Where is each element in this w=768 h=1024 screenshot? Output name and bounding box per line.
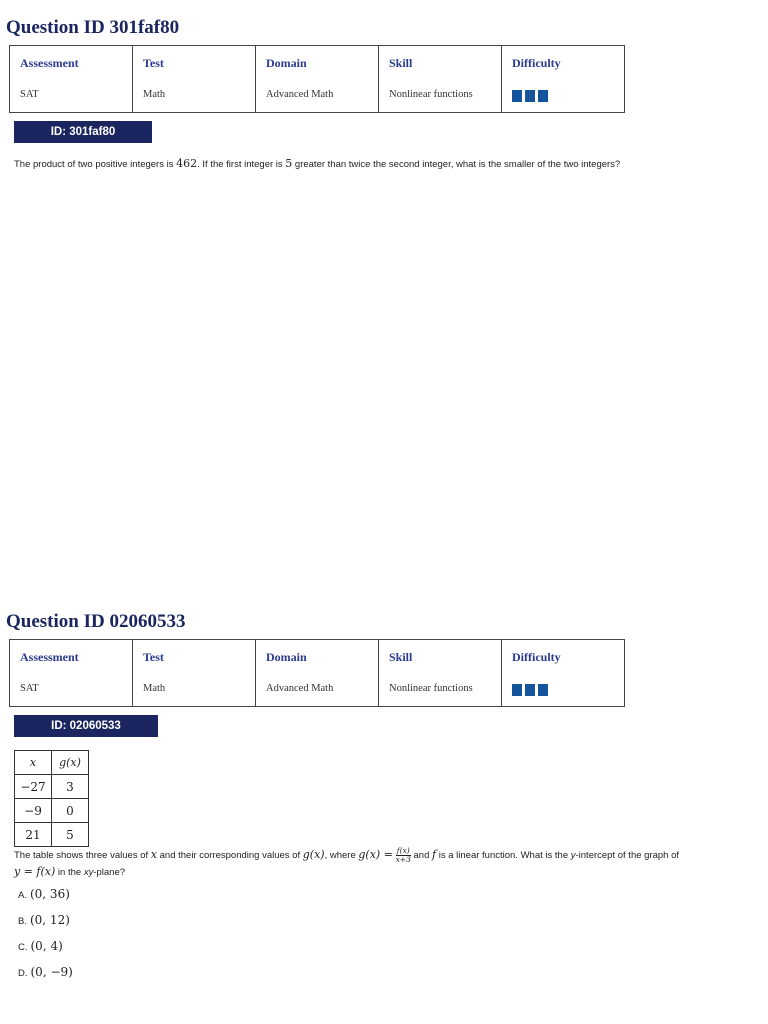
difficulty-bars: [512, 684, 624, 696]
text-segment: . If the first integer is: [197, 159, 286, 170]
meta-value: SAT: [20, 683, 39, 694]
question-title: Question ID 301faf80: [6, 17, 180, 38]
table-row: [15, 823, 89, 847]
math-number: 462: [176, 157, 198, 170]
difficulty-bars: [512, 90, 624, 102]
text-segment: and: [410, 850, 433, 862]
meta-header: Domain: [266, 650, 307, 664]
difficulty-bar: [525, 684, 535, 696]
meta-cell-domain: [256, 46, 379, 113]
answer-choice[interactable]: [18, 913, 70, 927]
meta-header: Assessment: [20, 650, 79, 664]
math-number: 5: [285, 157, 293, 170]
text-segment: The table shows three values of: [14, 850, 151, 862]
text-segment: is a linear function. What is the: [436, 850, 571, 862]
choice-letter: D.: [18, 968, 28, 979]
difficulty-bar: [525, 90, 535, 102]
math-fraction: [396, 847, 411, 864]
table-cell: 3: [52, 775, 89, 799]
choice-value: (0, 4): [30, 939, 63, 953]
choice-letter: A.: [18, 890, 27, 901]
meta-header: Test: [143, 650, 164, 664]
meta-cell-difficulty: [502, 640, 625, 707]
choice-letter: C.: [18, 942, 28, 953]
choice-value: (0, 36): [29, 887, 70, 901]
table-header-row: [15, 751, 89, 775]
meta-value: Math: [143, 683, 166, 694]
values-table: [14, 750, 89, 847]
meta-cell-skill: [379, 640, 502, 707]
text-segment: in the: [55, 867, 84, 879]
math-expression: g(x) =: [358, 848, 393, 862]
question-metadata-table: [9, 45, 625, 113]
difficulty-bar: [512, 90, 522, 102]
text-segment: The product of two positive integers is: [14, 159, 177, 170]
choice-value: (0, −9): [30, 965, 73, 979]
question-id-badge: ID: 02060533: [14, 715, 158, 737]
meta-header: Skill: [389, 650, 413, 664]
table-row: [15, 775, 89, 799]
meta-cell-difficulty: [502, 46, 625, 113]
meta-value: Math: [143, 89, 166, 100]
question-metadata-table: [9, 639, 625, 707]
meta-value: Advanced Math: [266, 89, 334, 100]
answer-choice[interactable]: [18, 887, 70, 901]
meta-header: Difficulty: [512, 650, 561, 664]
meta-value: Nonlinear functions: [389, 89, 473, 100]
fraction-denominator: x+3: [395, 855, 411, 864]
meta-cell-assessment: [10, 640, 133, 707]
text-segment: -plane?: [93, 867, 126, 879]
table-cell: −27: [15, 775, 52, 799]
answer-choice[interactable]: [18, 965, 73, 979]
meta-header: Assessment: [20, 56, 79, 70]
choice-value: (0, 12): [29, 913, 70, 927]
meta-value: SAT: [20, 89, 39, 100]
math-variable: f: [432, 848, 437, 862]
math-expression: y = f(x): [14, 865, 56, 879]
math-variable: x: [150, 848, 157, 862]
italic-text: y: [570, 850, 576, 862]
difficulty-bar: [512, 684, 522, 696]
question-text: [14, 847, 744, 881]
meta-cell-skill: [379, 46, 502, 113]
question-text: [14, 156, 620, 173]
table-header-cell: g(x): [52, 751, 89, 775]
meta-header: Test: [143, 56, 164, 70]
text-segment: -intercept of the graph of: [575, 850, 680, 862]
table-header-cell: x: [15, 751, 52, 775]
table-cell: −9: [15, 799, 52, 823]
table-cell: 21: [15, 823, 52, 847]
question-id-badge: ID: 301faf80: [14, 121, 152, 143]
math-expression: g(x): [302, 848, 325, 862]
text-segment: greater than twice the second integer, what is the smaller of the two integers?: [292, 159, 621, 170]
difficulty-bar: [538, 684, 548, 696]
meta-header: Domain: [266, 56, 307, 70]
table-cell: 0: [52, 799, 89, 823]
meta-value: Nonlinear functions: [389, 683, 473, 694]
meta-cell-test: [133, 46, 256, 113]
text-segment: and their corresponding values of: [157, 850, 303, 862]
question-title: Question ID 02060533: [6, 611, 186, 632]
meta-cell-domain: [256, 640, 379, 707]
table-row: [15, 799, 89, 823]
choice-letter: B.: [18, 916, 27, 927]
meta-header: Skill: [389, 56, 413, 70]
italic-text: xy: [83, 867, 94, 879]
meta-cell-test: [133, 640, 256, 707]
difficulty-bar: [538, 90, 548, 102]
meta-header: Difficulty: [512, 56, 561, 70]
fraction-numerator: f(x): [396, 846, 410, 855]
meta-value: Advanced Math: [266, 683, 334, 694]
meta-cell-assessment: [10, 46, 133, 113]
text-segment: , where: [324, 850, 359, 862]
table-cell: 5: [52, 823, 89, 847]
answer-choice[interactable]: [18, 939, 63, 953]
